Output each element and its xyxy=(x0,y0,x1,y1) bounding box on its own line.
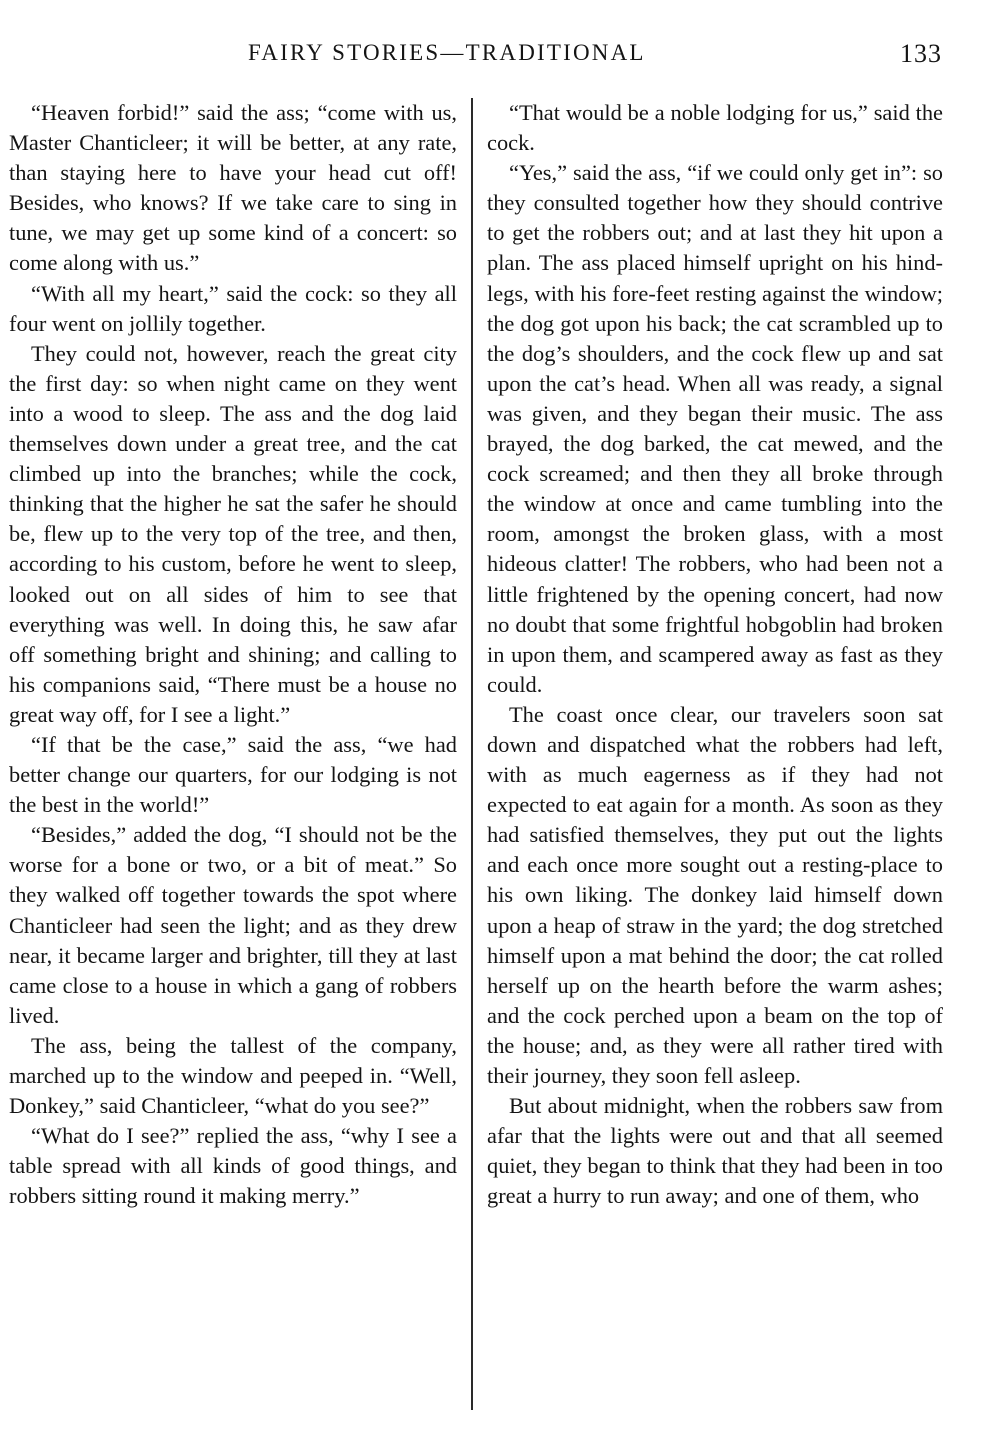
paragraph: “Besides,” added the dog, “I should not be the worse for a bone or two, or a bit of meat.” So they walked off together towards the spot where Chanticleer had seen the light; and as they drew near, it became larger and brighter, till they at last came close to a house in which a gang of robbers lived. xyxy=(9,822,457,1028)
column-divider xyxy=(471,98,473,1410)
page-number: 133 xyxy=(900,39,942,68)
paragraph: They could not, however, reach the great city the first day: so when night came on they went into a wood to sleep. The ass and the dog laid themselves down under a great tree, and the cat climbed up into the branches; while the cock, thinking that the higher he sat the safer he should be, flew up to the very top of the tree, and then, according to his custom, before he went to sleep, looked out on all sides of him to see that everything was well. In doing this, he saw afar off something bright and shining; and calling to his companions said, “There must be a house no great way off, for I see a light.” xyxy=(9,340,457,727)
left-column xyxy=(9,98,457,1211)
paragraph: But about midnight, when the robbers saw from afar that the lights were out and that all seemed quiet, they began to think that they had been in too great a hurry to run away; and one of them, who xyxy=(487,1093,943,1209)
paragraph: “With all my heart,” said the cock: so they all four went on jollily together. xyxy=(9,280,457,336)
paragraph: “Heaven forbid!” said the ass; “come with us, Master Chanticleer; it will be better, at any rate, than staying here to have your head cut off! Besides, who knows? If we take care to sing in tune, we may get up some kind of a concert: so come along with us.” xyxy=(9,100,457,276)
right-column xyxy=(487,98,943,1211)
paragraph: “That would be a noble lodging for us,” said the cock. xyxy=(487,100,943,156)
paragraph: “If that be the case,” said the ass, “we had better change our quarters, for our lodging is not the best in the world!” xyxy=(9,731,457,818)
paragraph: The coast once clear, our travelers soon sat down and dispatched what the robbers had left, with as much eagerness as if they had not expected to eat again for a month. As soon as they had satisfied themselves, they put out the lights and each once more sought out a resting-place to his own liking. The donkey laid himself down upon a heap of straw in the yard; the dog stretched himself upon a mat behind the door; the cat rolled herself up on the hearth before the warm ashes; and the cock perched upon a beam on the top of the house; and, as they were all rather tired with their journey, they soon fell asleep. xyxy=(487,701,943,1088)
running-title: FAIRY STORIES—TRADITIONAL xyxy=(248,40,646,65)
paragraph: The ass, being the tallest of the company, marched up to the window and peeped in. “Well, Donkey,” said Chanticleer, “what do you see?” xyxy=(9,1032,457,1119)
running-head xyxy=(0,40,1000,76)
paragraph: “What do I see?” replied the ass, “why I see a table spread with all kinds of good things, and robbers sitting round it making merry.” xyxy=(9,1123,457,1209)
paragraph: “Yes,” said the ass, “if we could only get in”: so they consulted together how they should contrive to get the robbers out; and at last they hit upon a plan. The ass placed himself upright on his hind-legs, with his fore-feet resting against the window; the dog got upon his back; the cat scrambled up to the dog’s shoulders, and the cock flew up and sat upon the cat’s head. When all was ready, a signal was given, and they began their music. The ass brayed, the dog barked, the cat mewed, and the cock screamed; and then they all broke through the window at once and came tumbling into the room, amongst the broken glass, with a most hideous clatter! The robbers, who had been not a little frightened by the opening concert, had now no doubt that some frightful hobgoblin had broken in upon them, and scampered away as fast as they could. xyxy=(487,160,943,697)
